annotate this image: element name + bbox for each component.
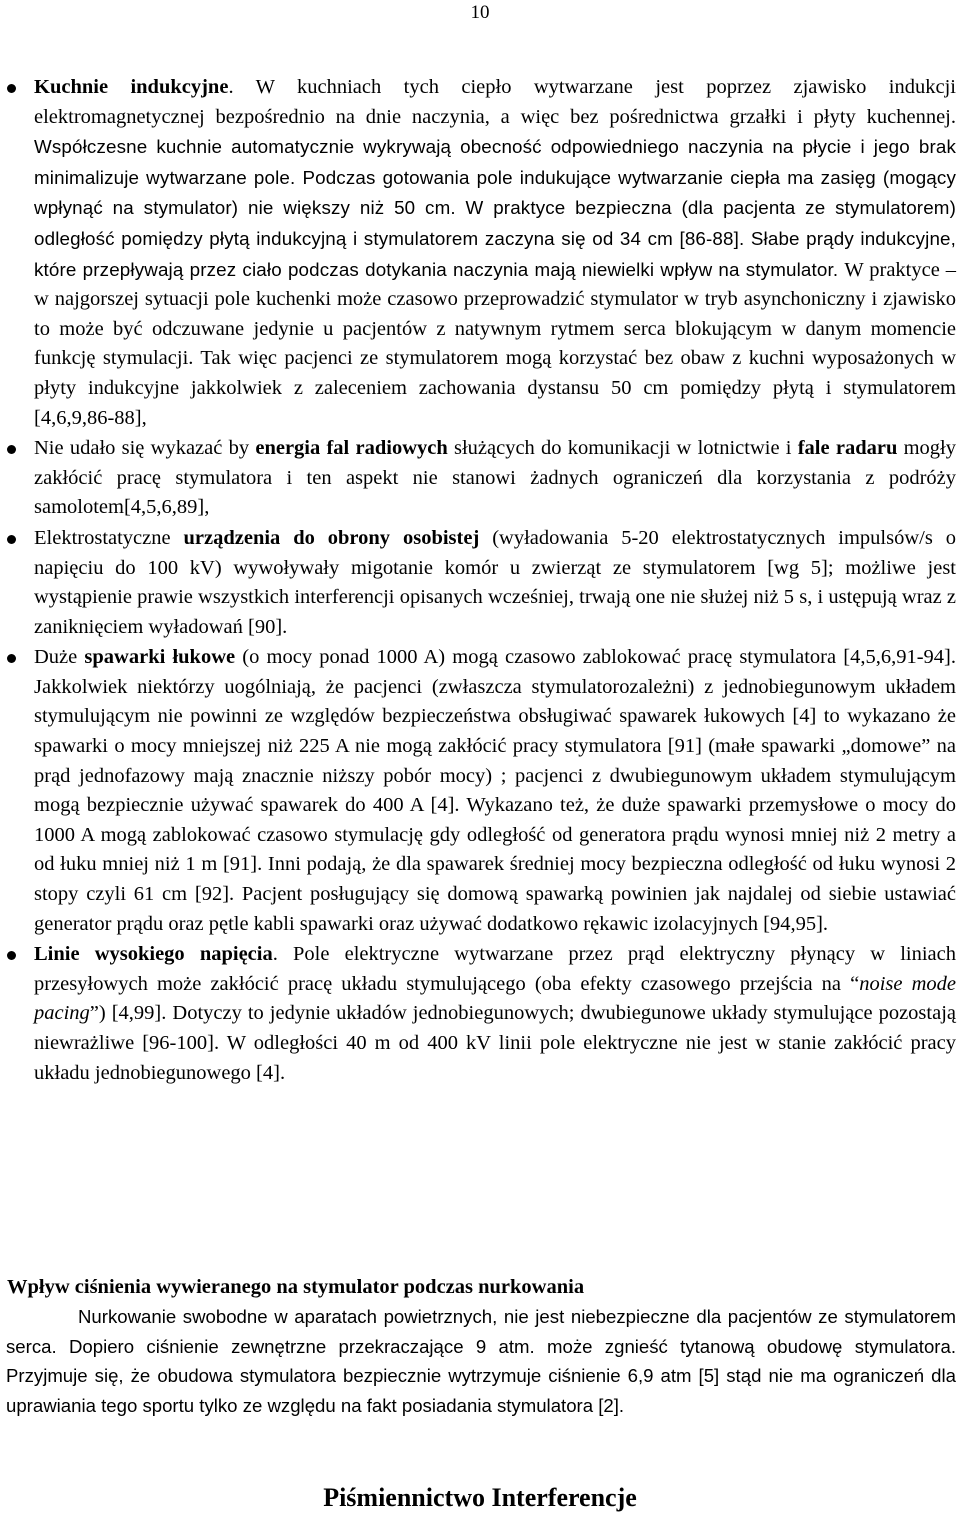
bullet-text: (o mocy ponad 1000 A) mogą czasowo zablokować pracę stymulatora [4,5,6,91-94]. Jakkolwiek niektórzy uogólniają, że pacjenci (zwłaszcza stymulatorozależni) z jednobiegunowym układem stymulującym nie powinni ze względów bezpieczeństwa obsługiwać spawarek łukowych [4] to wykazano że spawarki o mocy mniejszej niż 225 A nie mogą zakłócić pracy stymulatora [91] (małe spawarki „domowe” na prąd jednofazowy mają znacznie niższy pobór mocy) ; pacjenci z dwubiegunowym układem stymulującym mogą bezpiecznie używać spawarek do 400 A [4]. Wykazano też, że duże spawarki przemysłowe o mocy do 1000 A mogą zablokować czasowo stymulację gdy odległość od generatora prądu wynosi mniej niż 2 metry a od łuku mniej niż 1 m [91]. Inni podają, że dla spawarek średniej mocy bezpieczna odległość od łuku wynosi 2 stopy czyli 61 cm [92]. Pacjent posługujący się domową spawarką powinien jak najdalej od siebie ustawiać generator prądu oraz pętle kabli spawarki oraz używać dodatkowo rękawic izolacyjnych [94,95].	[34, 646, 956, 935]
bullet-text: . W kuchniach tych ciepło wytwarzane jest poprzez zjawisko indukcji elektromagnetycznej bezpośrednio na dnie naczynia, a więc bez pośrednictwa grzałki i płyty kuchennej.	[34, 76, 956, 128]
bullet-text: Współczesne kuchnie automatycznie wykrywają obecność odpowiedniego naczynia na płycie i jego brak minimalizuje wytwarzane pole. Podczas gotowania pole indukujące wytwarzanie ciepła ma zasięg (mogący wpłynąć na stymulator) nie większy niż 50 cm. W praktyce bezpieczna (dla pacjenta ze stymulatorem) odległość pomiędzy płytą indukcyjną i stymulatorem zaczyna się od 34 cm [86-88]. Słabe prądy indukcyjne, które przepływają przez ciało podczas dotykania naczynia mają niewielki wpływ na stymulator.	[34, 136, 956, 280]
bullet-text: ”) [4,99]. Dotyczy to jedynie układów jednobiegunowych; dwubiegunowe układy stymulujące pozostają niewrażliwe [96-100]. W odległości 40 m od 400 kV linii pole elektryczne nie jest w stanie zakłócić pracy układu jednobiegunowego [4].	[34, 1002, 956, 1084]
term-noise-mode-pacing: noise mode pacing	[34, 972, 956, 1025]
section-heading: Wpływ ciśnienia wywieranego na stymulator podczas nurkowania	[7, 1276, 585, 1298]
bullet-icon	[7, 654, 16, 663]
bullet-text: W praktyce – w najgorszej sytuacji pole kuchenki może czasowo przeprowadzić stymulator w tryb asynchoniczny i zjawisko to może być odczuwane jedynie u pacjentów z natywnym rytmem serca blokującym w danym momencie funkcję stymulacji. Tak więc pacjenci ze stymulatorem mogą korzystać bez obaw z kuchni wyposażonych w płyty indukcyjne jakkolwiek z zaleceniem zachowania dystansu 50 cm pomiędzy płytą i stymulatorem [4,6,9,86-88],	[34, 258, 956, 429]
bullet-text: Nie udało się wykazać by	[34, 437, 256, 460]
bullet-item-induction-cookers	[0, 73, 960, 433]
bibliography-heading: Piśmiennictwo Interferencje	[323, 1483, 637, 1512]
term-radio-waves: energia fal radiowych	[255, 437, 448, 460]
bullet-item-arc-welders	[0, 643, 960, 939]
term-power-lines: Linie wysokiego napięcia	[34, 943, 273, 966]
term-induction-cookers: Kuchnie indukcyjne	[34, 76, 229, 98]
bullet-list	[0, 73, 960, 1089]
bullet-item-self-defense	[0, 524, 960, 642]
bullet-text: Elektrostatyczne	[34, 526, 184, 549]
page-number: 10	[470, 2, 490, 23]
term-self-defense-devices: urządzenia do obrony osobistej	[183, 526, 480, 549]
section-paragraph: Nurkowanie swobodne w aparatach powietrznych, nie jest niebezpieczne dla pacjentów ze stymulatorem serca. Dopiero ciśnienie zewnętrzne przekraczające 9 atm. może zgnieść tytanową obudowę stymulatora. Przyjmuje się, że obudowa stymulatora bezpiecznie wytrzymuje ciśnienie 6,9 atm [5] stąd nie ma ograniczeń dla uprawiania tego sportu tylko ze względu na fakt posiadania stymulatora [2].	[6, 1306, 956, 1416]
bullet-item-power-lines	[0, 940, 960, 1088]
term-radar-waves: fale radaru	[797, 437, 898, 460]
bullet-text: mogły zakłócić pracę stymulatora i ten aspekt nie stanowi żadnych ograniczeń dla korzystania z podróży samolotem[4,5,6,89],	[34, 437, 956, 519]
bullet-item-radio-waves	[0, 434, 960, 523]
bullet-icon	[7, 951, 16, 960]
term-arc-welders: spawarki łukowe	[84, 646, 236, 669]
bullet-text: Duże	[34, 646, 85, 669]
bullet-icon	[7, 535, 16, 544]
bullet-icon	[7, 84, 16, 93]
bullet-text: służących do komunikacji w lotnictwie i	[447, 437, 798, 460]
bullet-text: (wyładowania 5-20 elektrostatycznych impulsów/s o napięciu do 100 kV) wywoływały migotanie komór u zwierząt ze stymulatorem [wg 5]; możliwe jest wystąpienie prawie wszystkich interferencji opisanych wcześniej, trwają one nie służej niż 5 s, i ustępują wraz z zaniknięciem wyładowań [90].	[34, 526, 956, 638]
bullet-icon	[7, 445, 16, 454]
bullet-text: . Pole elektryczne wytwarzane przez prąd elektryczny płynący w liniach przesyłowych może zakłócić pracę układu stymulującego (oba efekty czasowego przejścia na “	[34, 943, 956, 995]
